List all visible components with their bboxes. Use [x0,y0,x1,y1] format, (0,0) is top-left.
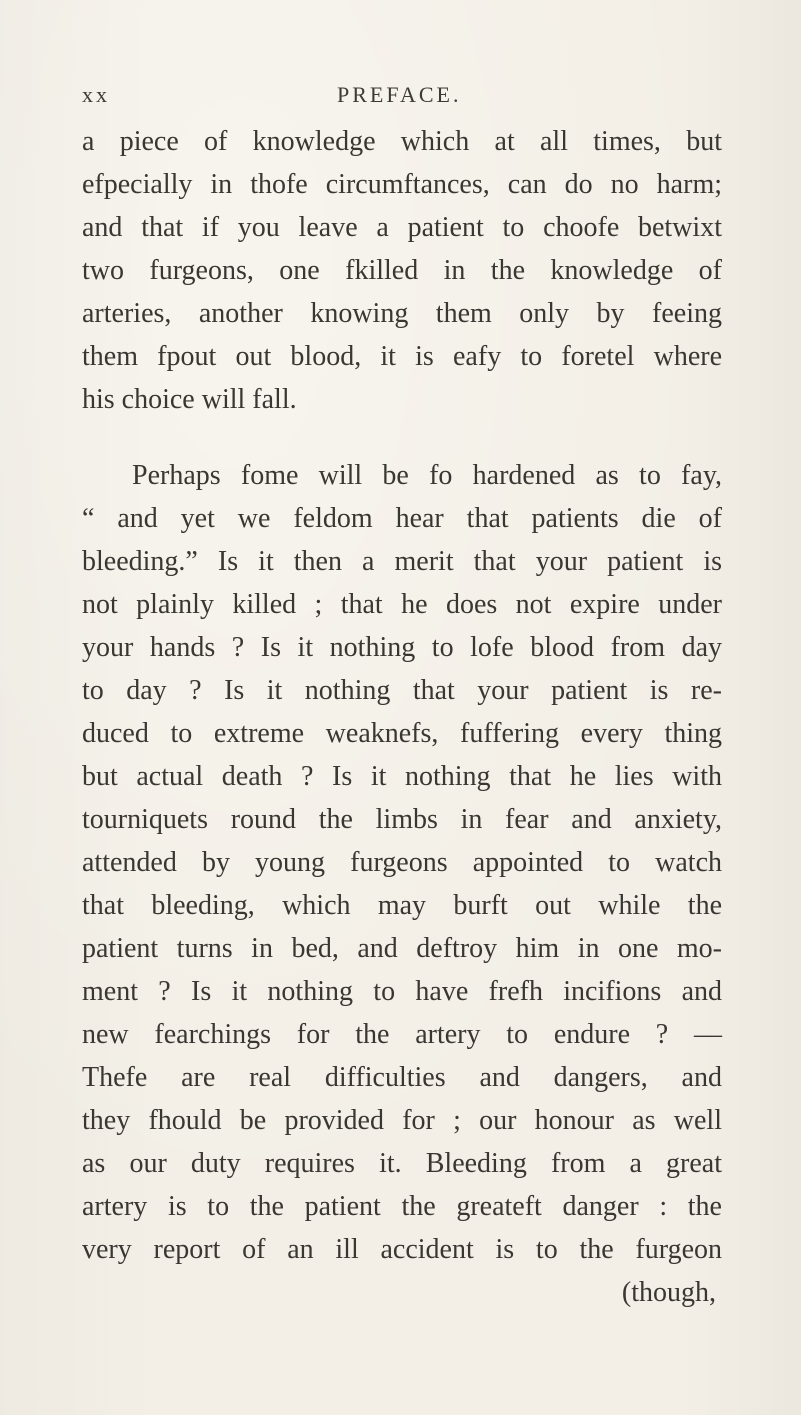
text-line: very report of an ill accident is to the furgeon [82,1234,722,1265]
text-line: attended by young furgeons appointed to watch [82,847,722,878]
text-line: but actual death ? Is it nothing that he lies with [82,761,722,792]
text-line: not plainly killed ; that he does not expire under [82,589,722,620]
text-line: and that if you leave a patient to choofe betwixt [82,212,722,243]
text-line: two furgeons, one fkilled in the knowledge of [82,255,722,286]
page-number: xx [82,82,110,107]
text-line: efpecially in thofe circumftances, can do no harm; [82,169,722,200]
text-line: as our duty requires it. Bleeding from a great [82,1148,722,1179]
text-line: a piece of knowledge which at all times, but [82,126,722,157]
running-title: PREFACE. [337,82,462,107]
paragraph-gap [82,421,722,454]
text-line: new fearchings for the artery to endure ? — [82,1019,722,1050]
text-line: that bleeding, which may burft out while the [82,890,722,921]
paragraph-1 [82,120,722,421]
paragraph-2 [82,454,722,1314]
body-text [82,120,722,1314]
text-line: Perhaps fome will be fo hardened as to fay, [132,460,722,491]
text-line: they fhould be provided for ; our honour as well [82,1105,722,1136]
text-line: arteries, another knowing them only by feeing [82,298,722,329]
text-line: to day ? Is it nothing that your patient is re- [82,675,722,706]
text-line: patient turns in bed, and deftroy him in one mo- [82,933,722,964]
text-line: his choice will fall. [82,384,297,415]
text-line: bleeding.” Is it then a merit that your patient is [82,546,722,577]
text-line: “ and yet we feldom hear that patients die of [82,503,722,534]
text-line: Thefe are real difficulties and dangers, and [82,1062,722,1093]
catchword: (though, [621,1277,716,1308]
running-head [82,82,722,112]
text-line: duced to extreme weaknefs, fuffering every thing [82,718,722,749]
text-line: your hands ? Is it nothing to lofe blood from day [82,632,722,663]
text-line: ment ? Is it nothing to have frefh incifions and [82,976,722,1007]
text-line: artery is to the patient the greateft danger : the [82,1191,722,1222]
text-line: tourniquets round the limbs in fear and anxiety, [82,804,722,835]
text-line: them fpout out blood, it is eafy to foretel where [82,341,722,372]
